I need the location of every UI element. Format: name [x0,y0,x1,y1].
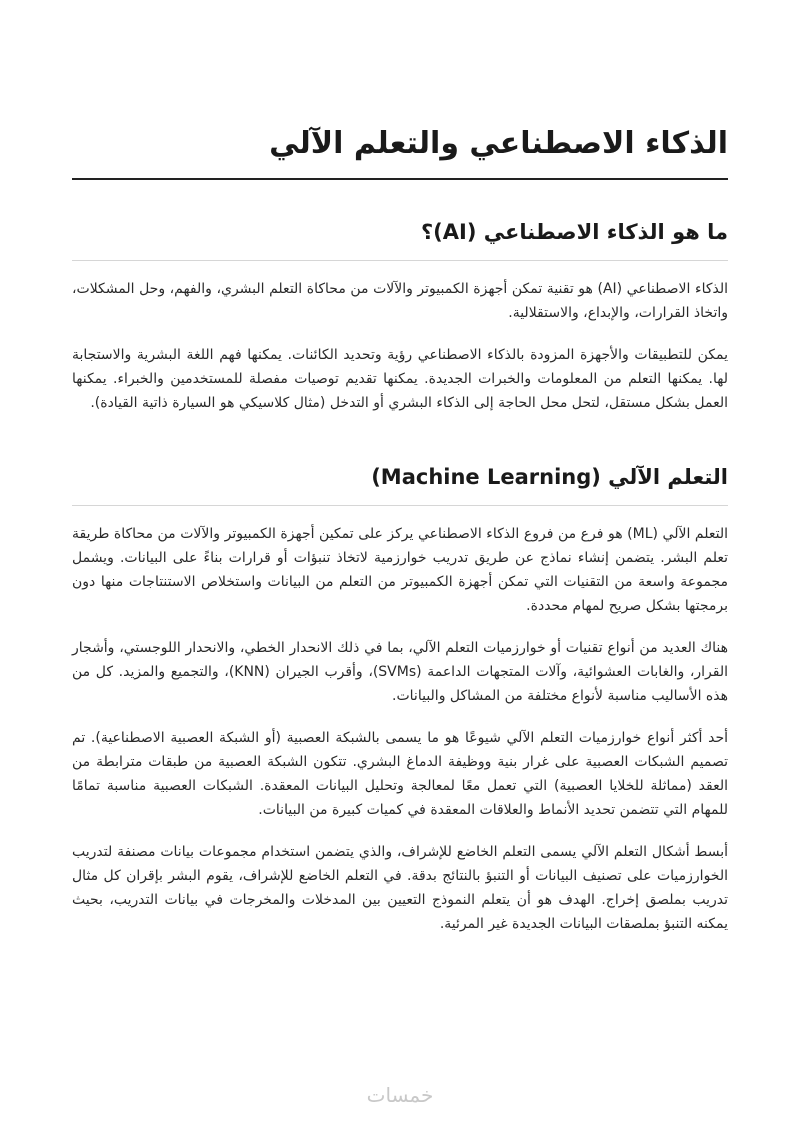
ai-paragraph-1: الذكاء الاصطناعي (AI) هو تقنية تمكن أجهزة الكمبيوتر والآلات من محاكاة التعلم البشري، والفهم، وحل المشكلات، واتخاذ القرارات، والإبداع، والاستقلالية. [72,281,729,321]
ml-paragraph-1: التعلم الآلي (ML) هو فرع من فروع الذكاء الاصطناعي يركز على تمكين أجهزة الكمبيوتر والآلات من محاكاة طريقة تعلم البشر. يتضمن إنشاء نماذج عن طريق تدريب خوارزمية لاتخاذ تنبؤات أو قرارات بناءً على البيانات. ويشمل مجموعة واسعة من التقنيات التي تمكن أجهزة الكمبيوتر من التعلم من البيانات واستخلاص الاستنتاجات منها دون برمجتها بشكل صريح لمهام محددة. [72,526,728,614]
watermark-logo: خمسات [366,1083,434,1107]
ml-paragraph-3: أحد أكثر أنواع خوارزميات التعلم الآلي شيوعًا هو ما يسمى بالشبكة العصبية (أو الشبكة العصبية الاصطناعية). تم تصميم الشبكات العصبية على غرار بنية ووظيفة الدماغ البشري. تتكون الشبكة العصبية من طبقات مترابطة من العقد (مماثلة للخلايا العصبية) التي تعمل معًا لمعالجة وتحليل البيانات المعقدة. الشبكات العصبية مناسبة تمامًا للمهام التي تتضمن تحديد الأنماط والعلاقات المعقدة في كميات كبيرة من البيانات. [72,730,728,818]
section-heading-ai: ما هو الذكاء الاصطناعي (AI)؟ [72,216,728,261]
ml-paragraph-4: أبسط أشكال التعلم الآلي يسمى التعلم الخاضع للإشراف، والذي يتضمن استخدام مجموعات بيانات مصنفة لتدريب الخوارزميات على تصنيف البيانات أو التنبؤ بالنتائج بدقة. في التعلم الخاضع للإشراف، يقوم البشر بإقران كل مثال تدريب بملصق إخراج. الهدف هو أن يتعلم النموذج التعيين بين المدخلات والمخرجات في بيانات التدريب، بحيث يمكنه التنبؤ بملصقات البيانات الجديدة غير المرئية. [72,844,728,932]
document-page [72,118,728,936]
ml-paragraph-2: هناك العديد من أنواع تقنيات أو خوارزميات التعلم الآلي، بما في ذلك الانحدار الخطي، والانحدار اللوجستي، وأشجار القرار، والغابات العشوائية، وآلات المتجهات الداعمة (SVMs)، وأقرب الجيران (KNN)، والتجميع والمزيد. كل من هذه الأساليب مناسبة لأنواع مختلفة من المشاكل والبيانات. [72,640,728,704]
section-heading-ml: التعلم الآلي (Machine Learning) [72,461,728,506]
ai-paragraph-2: يمكن للتطبيقات والأجهزة المزودة بالذكاء الاصطناعي رؤية وتحديد الكائنات. يمكنها فهم اللغة البشرية والاستجابة لها. يمكنها التعلم من المعلومات والخبرات الجديدة. يمكنها تقديم توصيات مفصلة للمستخدمين والخبراء. يمكنها العمل بشكل مستقل، لتحل محل الحاجة إلى الذكاء البشري أو التدخل (مثال كلاسيكي هو السيارة ذاتية القيادة). [72,347,728,411]
section-machine-learning [72,461,728,936]
page-title: الذكاء الاصطناعي والتعلم الآلي [72,118,728,180]
section-what-is-ai [72,216,728,415]
